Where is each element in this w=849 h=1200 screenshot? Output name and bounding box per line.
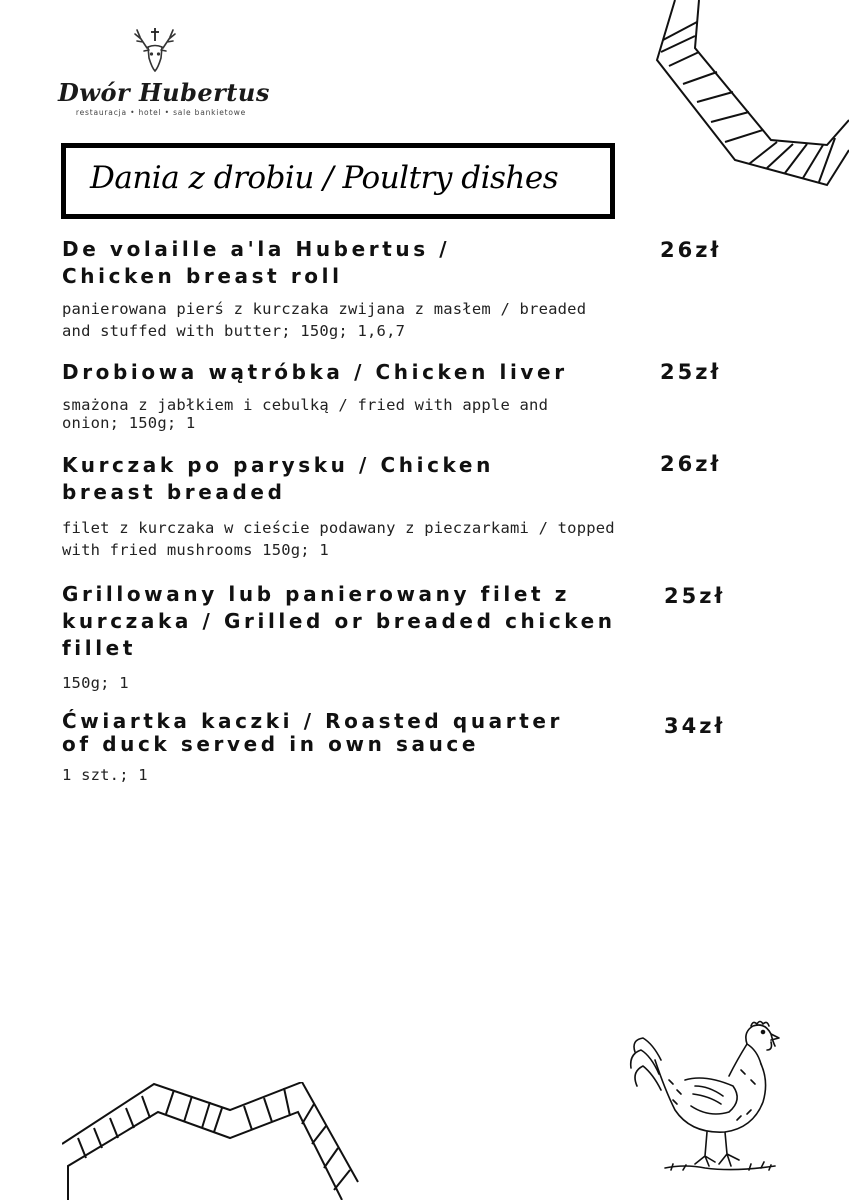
menu-item-price: 26zł — [660, 238, 722, 262]
menu-item-name-line: of duck served in own sauce — [62, 732, 480, 756]
restaurant-logo — [56, 22, 270, 122]
menu-item-description — [62, 298, 662, 342]
section-title-box — [61, 143, 615, 219]
menu-item-name-line: Chicken breast roll — [62, 264, 343, 288]
menu-item-description-line: filet z kurczaka w cieście podawany z pieczarkami / topped — [62, 519, 615, 537]
menu-item-name — [62, 236, 622, 290]
menu-item-price: 25zł — [660, 360, 722, 384]
menu-item-name — [62, 452, 622, 506]
menu-item-name-line: Grillowany lub panierowany filet z — [62, 582, 570, 606]
menu-item-description-line: onion; 150g; 1 — [62, 414, 196, 432]
menu-item-description — [62, 764, 362, 786]
menu-item-name — [62, 710, 642, 756]
menu-item-name-line: Ćwiartka kaczki / Roasted quarter — [62, 709, 564, 733]
menu-item-price: 34zł — [664, 714, 726, 738]
menu-item-description-line: 1 szt.; 1 — [62, 766, 148, 784]
menu-item-name-line: kurczaka / Grilled or breaded chicken — [62, 609, 616, 633]
menu-item-name-line: Drobiowa wątróbka / Chicken liver — [62, 360, 568, 384]
menu-item-description-line: smażona z jabłkiem i cebulką / fried with apple and — [62, 396, 549, 414]
menu-item-price: 26zł — [660, 452, 722, 476]
brand-name: Dwór Hubertus — [58, 78, 270, 107]
geometric-triangle-decoration-bottom — [62, 1082, 362, 1200]
menu-item-name-line: fillet — [62, 636, 136, 660]
menu-item-name-line: breast breaded — [62, 480, 286, 504]
hen-illustration — [625, 1020, 785, 1176]
geometric-triangle-decoration-top — [655, 0, 849, 190]
menu-item-description-line: with fried mushrooms 150g; 1 — [62, 541, 329, 559]
section-title: Dania z drobiu / Poultry dishes — [90, 160, 559, 196]
brand-tagline: restauracja • hotel • sale bankietowe — [75, 108, 247, 117]
menu-item-name-line: De volaille a'la Hubertus / — [62, 237, 451, 261]
menu-item-name-line: Kurczak po parysku / Chicken — [62, 453, 494, 477]
menu-item-description-line: 150g; 1 — [62, 674, 129, 692]
menu-item-price: 25zł — [664, 584, 726, 608]
menu-item-description — [62, 672, 362, 694]
menu-item-description-line: panierowana pierś z kurczaka zwijana z masłem / breaded — [62, 300, 587, 318]
menu-item-description — [62, 517, 682, 561]
menu-item-description-line: and stuffed with butter; 150g; 1,6,7 — [62, 322, 406, 340]
deer-head-cross-icon — [129, 24, 181, 76]
menu-item-description — [62, 396, 662, 432]
menu-item-name — [62, 359, 642, 386]
menu-item-name — [62, 581, 662, 662]
